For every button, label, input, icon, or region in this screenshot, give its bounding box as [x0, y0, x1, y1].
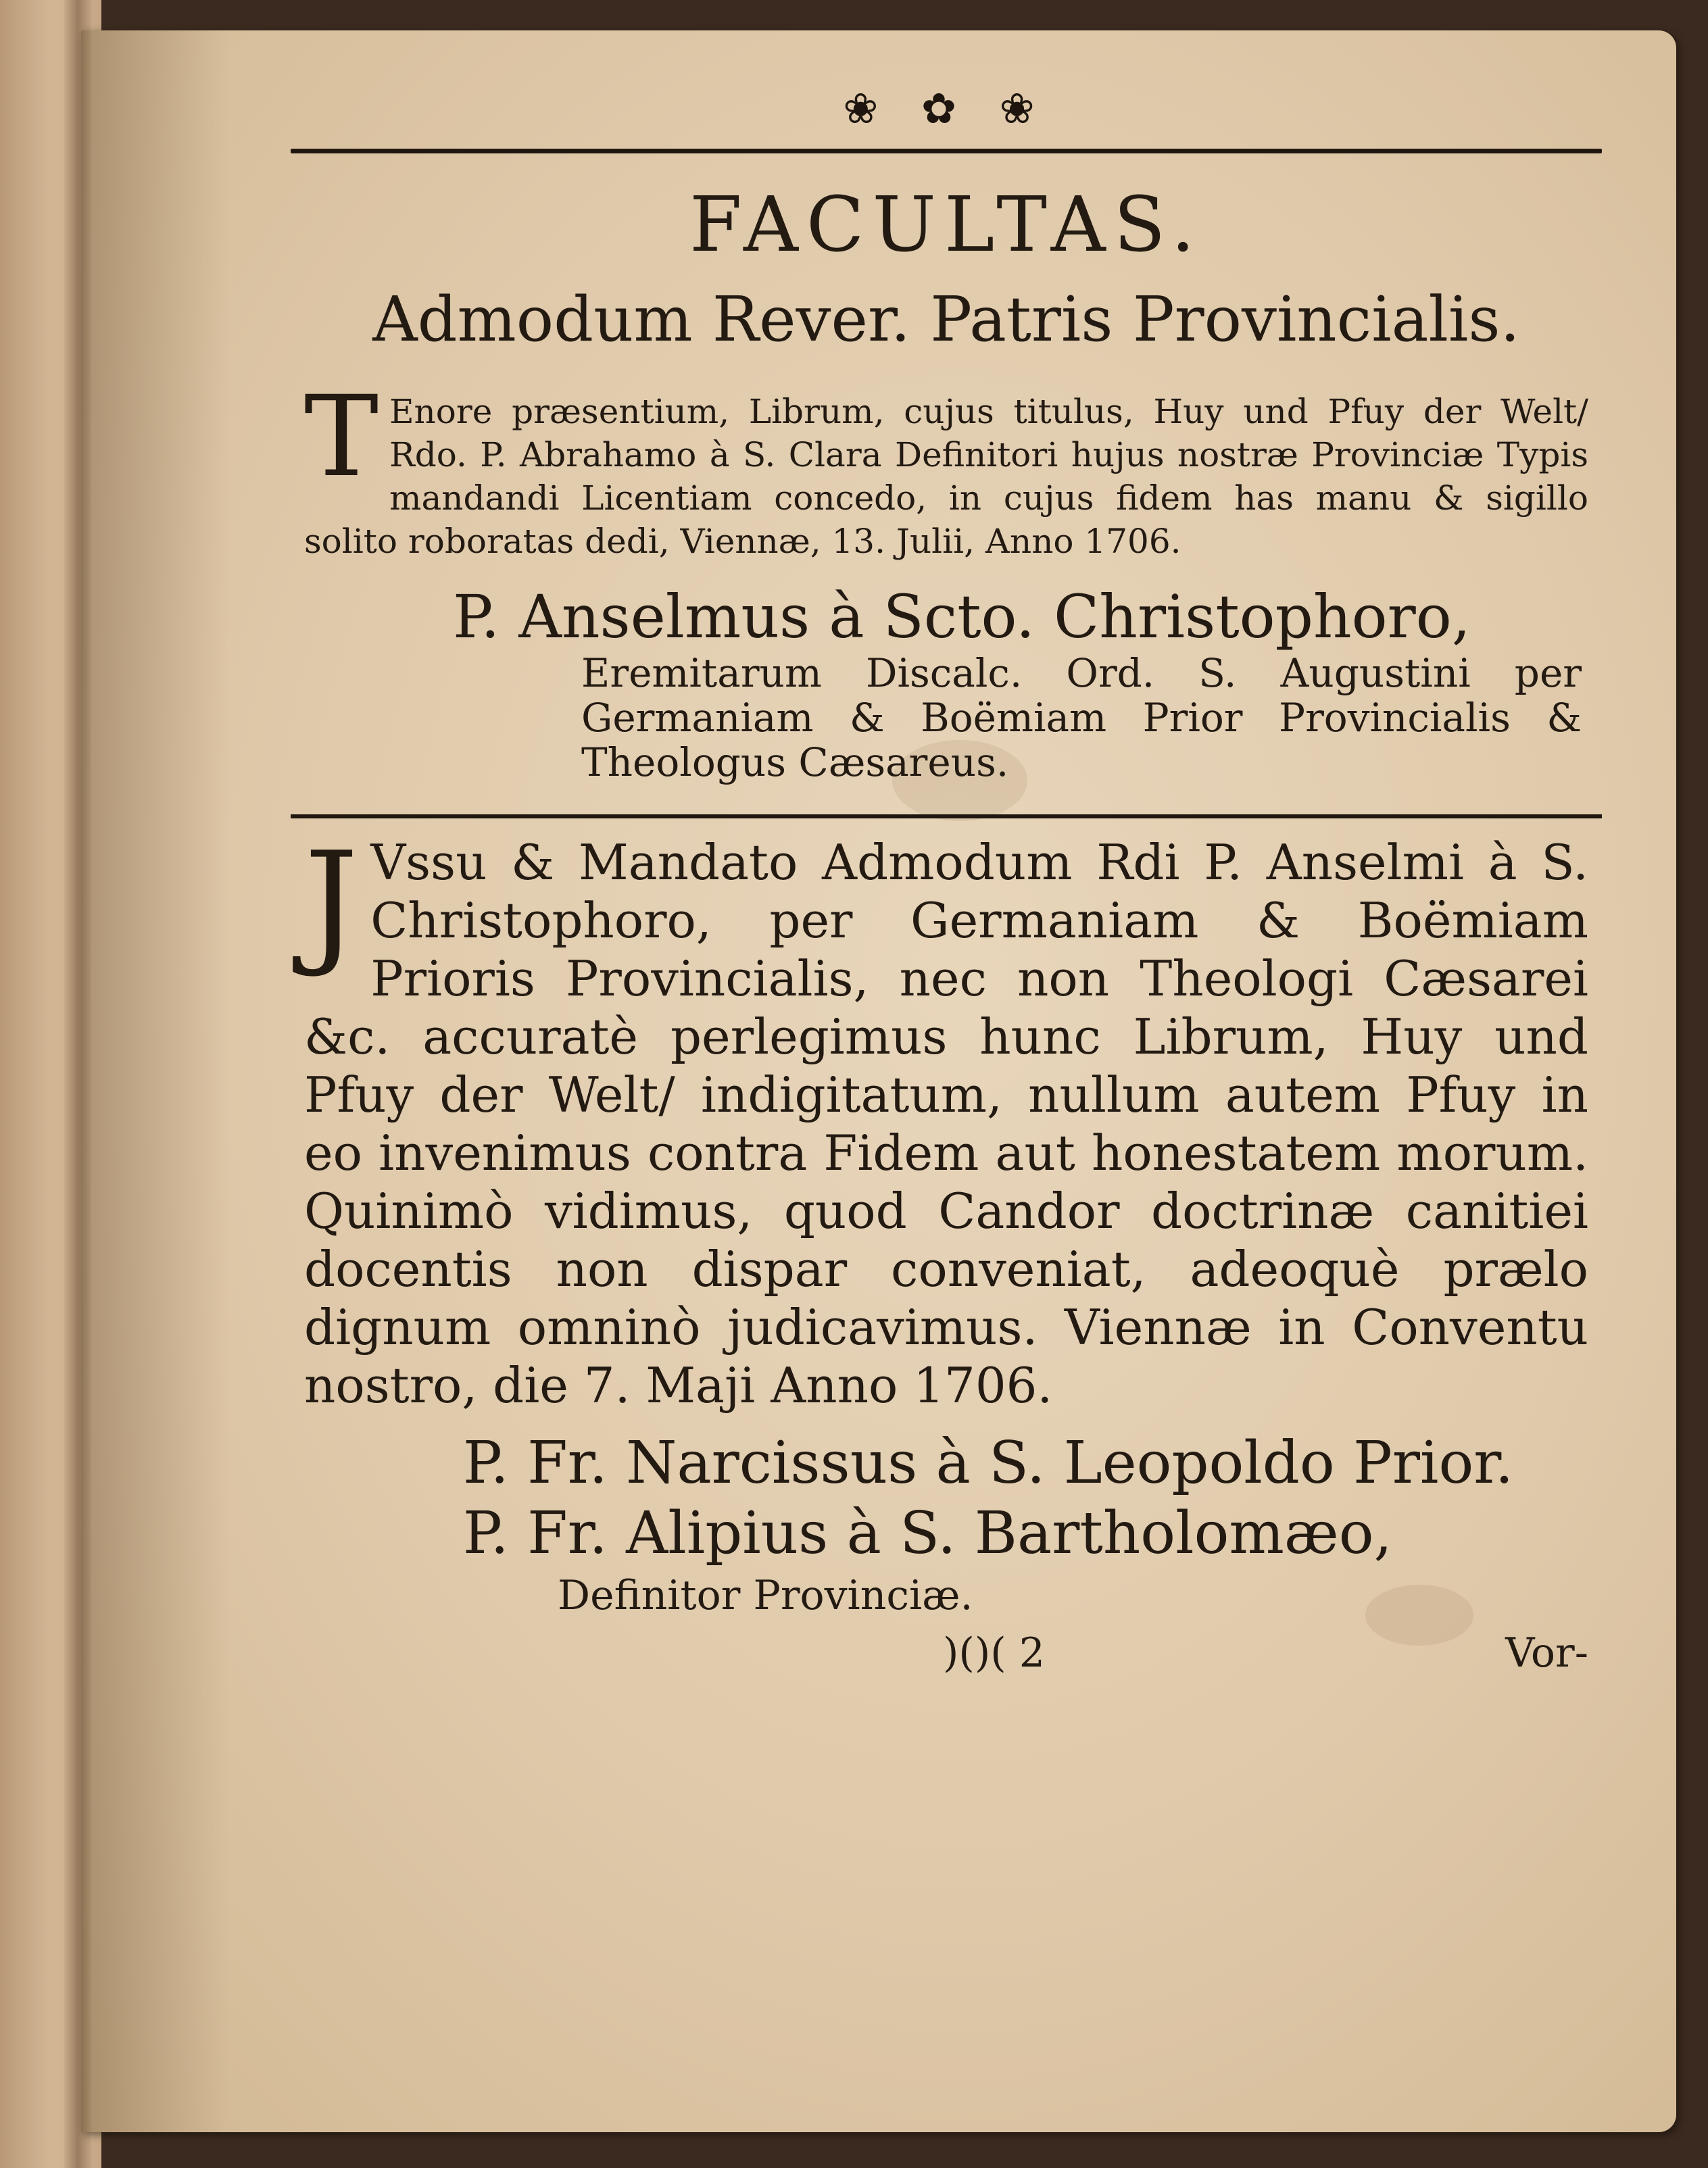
signature-definitor: P. Fr. Alipius à S. Bartholomæo, — [463, 1500, 1392, 1567]
license-paragraph — [304, 372, 1588, 563]
gutter-shadow — [64, 0, 91, 2168]
signature-title: Eremitarum Discalc. Ord. S. Augustini per Germaniam & Boëmiam Prior Provincialis & Theologus Cæsareus. — [581, 650, 1582, 785]
approval-signatures — [463, 1428, 1588, 1623]
approval-text: Vssu & Mandato Admodum Rdi P. Anselmi à S. Christophoro, per Germaniam & Boëmiam Prioris Provincialis, nec non Theologi Cæsarei &c. accuratè perlegimus hunc Librum, Huy und Pfuy der Welt/ indigitatum, nullum autem Pfuy in eo invenimus contra Fidem aut honestatem morum. Quinimò vidimus, quod Candor doctrinæ canitiei docentis non dispar conveniat, adeoquè prælo dignum omninò judicavimus. Viennæ in Conventu nostro, die 7. Maji Anno 1706. — [304, 834, 1588, 1414]
page-content — [304, 84, 1588, 1690]
signature-mark: )()( 2 — [943, 1629, 1045, 1677]
header-rule — [291, 149, 1602, 153]
signature-name: P. Anselmus à Scto. Christophoro, — [453, 582, 1471, 651]
drop-cap: T — [304, 372, 379, 501]
section-rule — [291, 814, 1602, 818]
right-page — [81, 30, 1676, 2132]
page-footer — [304, 1629, 1588, 1690]
header-ornament: ❀ ✿ ❀ — [843, 84, 1050, 133]
page-shadow — [81, 30, 230, 2132]
page-subtitle: Admodum Rever. Patris Provincialis. — [372, 283, 1520, 355]
provincial-signature — [453, 583, 1588, 785]
signature-prior: P. Fr. Narcissus à S. Leopoldo Prior. — [463, 1429, 1514, 1497]
page-title: FACULTAS. — [689, 181, 1203, 269]
catchword: Vor- — [1505, 1629, 1588, 1677]
drop-cap: J — [304, 823, 359, 981]
license-text: Enore præsentium, Librum, cujus titulus, Huy und Pfuy der Welt/ Rdo. P. Abrahamo à S. Clara Definitori hujus nostræ Provinciæ Typis mandandi Licentiam concedo, in cujus fidem has manu & sigillo solito roboratas dedi, Viennæ, 13. Julii, Anno 1706. — [304, 392, 1588, 561]
signature-definitor-title: Definitor Provinciæ. — [558, 1572, 973, 1619]
approval-paragraph — [304, 823, 1588, 1414]
